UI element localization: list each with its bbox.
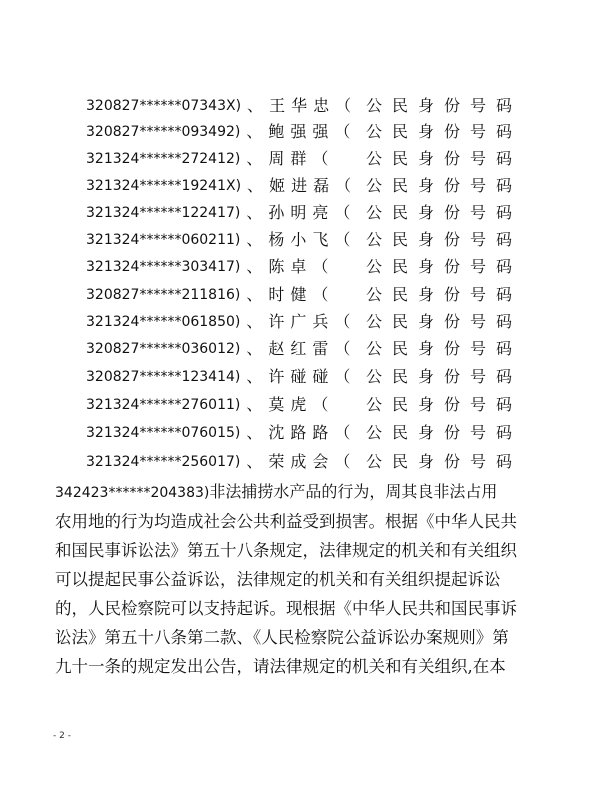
id-number: 321324******076015) <box>86 425 241 441</box>
body-line: 的，人民检察院可以支持起诉。现根据《中华人民共和国民事诉 <box>55 599 517 618</box>
id-number: 320827******093492) <box>86 124 241 140</box>
id-label: 公民身份号码 <box>365 122 522 141</box>
open-paren: （ <box>335 96 352 115</box>
page-number: - 2 - <box>53 731 71 741</box>
id-line <box>86 229 522 251</box>
id-label: 公民身份号码 <box>365 149 522 168</box>
separator: 、 <box>247 96 264 115</box>
open-paren: （ <box>334 122 351 141</box>
id-line <box>86 95 522 117</box>
id-label: 公民身份号码 <box>365 452 522 471</box>
person-name: 许碰碰 <box>268 367 335 386</box>
open-paren: （ <box>312 285 329 304</box>
id-label: 公民身份号码 <box>365 285 522 304</box>
open-paren: （ <box>334 339 351 358</box>
open-paren: （ <box>312 395 329 414</box>
separator: 、 <box>246 149 263 168</box>
person-name: 周群 <box>268 149 313 168</box>
open-paren: （ <box>334 367 351 386</box>
id-number: 321324******060211) <box>86 232 241 248</box>
person-name: 孙明亮 <box>268 203 335 222</box>
id-label: 公民身份号码 <box>365 367 522 386</box>
id-number: 320827******211816) <box>86 287 241 303</box>
open-paren: （ <box>312 257 329 276</box>
id-line <box>86 175 522 197</box>
id-line <box>86 121 522 143</box>
id-line <box>86 394 522 416</box>
id-number: 320827******123414) <box>86 369 241 385</box>
person-name: 姬进磊 <box>269 176 336 195</box>
separator: 、 <box>246 367 263 386</box>
id-number: 321324******272412) <box>86 151 241 167</box>
id-label: 公民身份号码 <box>365 395 522 414</box>
open-paren: （ <box>334 230 351 249</box>
id-line <box>86 284 522 306</box>
open-paren: （ <box>334 203 351 222</box>
id-line <box>86 256 522 278</box>
id-line <box>86 202 522 224</box>
separator: 、 <box>246 285 263 304</box>
id-number: 321324******122417) <box>86 205 241 221</box>
id-number: 321324******061850) <box>86 314 241 330</box>
id-label: 公民身份号码 <box>365 96 522 115</box>
id-number: 320827******07343X) <box>86 98 242 114</box>
id-label: 公民身份号码 <box>365 203 522 222</box>
person-name: 莫虎 <box>268 395 313 414</box>
separator: 、 <box>247 176 264 195</box>
id-line <box>86 338 522 360</box>
body-line: 和国民事诉讼法》第五十八条规定，法律规定的机关和有关组织 <box>55 541 517 560</box>
person-name: 鲍强强 <box>268 122 335 141</box>
separator: 、 <box>246 230 263 249</box>
open-paren: （ <box>334 312 351 331</box>
id-label: 公民身份号码 <box>365 176 522 195</box>
id-number: 321324******19241X) <box>86 178 242 194</box>
separator: 、 <box>246 423 263 442</box>
body-line: 九十一条的规定发出公告，请法律规定的机关和有关组织,在本 <box>55 657 506 676</box>
id-line <box>86 422 522 444</box>
id-label: 公民身份号码 <box>365 230 522 249</box>
open-paren: （ <box>334 452 351 471</box>
id-line <box>86 148 522 170</box>
separator: 、 <box>246 122 263 141</box>
id-number: 321324******256017) <box>86 454 241 470</box>
id-label: 公民身份号码 <box>365 423 522 442</box>
id-label: 公民身份号码 <box>365 312 522 331</box>
id-line-final <box>55 481 518 504</box>
person-name: 王华忠 <box>269 96 336 115</box>
separator: 、 <box>246 312 263 331</box>
person-name: 陈卓 <box>268 257 313 276</box>
separator: 、 <box>246 203 263 222</box>
paragraph-text: 非法捕捞水产品的行为，周其良非法占用 <box>209 482 498 501</box>
id-line <box>86 451 522 473</box>
id-number: 321324******303417) <box>86 259 241 275</box>
body-line: 可以提起民事公益诉讼，法律规定的机关和有关组织提起诉讼 <box>55 570 501 589</box>
body-line: 讼法》第五十八条第二款、《人民检察院公益诉讼办案规则》第 <box>55 628 509 647</box>
id-label: 公民身份号码 <box>365 339 522 358</box>
person-name: 沈路路 <box>268 423 335 442</box>
open-paren: （ <box>335 176 352 195</box>
separator: 、 <box>246 257 263 276</box>
person-name: 杨小飞 <box>268 230 335 249</box>
body-line: 农用地的行为均造成社会公共利益受到损害。根据《中华人民共 <box>55 512 517 531</box>
id-number: 321324******276011) <box>86 397 241 413</box>
id-line <box>86 311 522 333</box>
separator: 、 <box>246 339 263 358</box>
id-line <box>86 366 522 388</box>
person-name: 赵红雷 <box>268 339 335 358</box>
open-paren: （ <box>312 149 329 168</box>
id-number: 342423******204383) <box>55 485 210 501</box>
id-number: 320827******036012) <box>86 341 241 357</box>
person-name: 荣成会 <box>268 452 335 471</box>
person-name: 时健 <box>268 285 313 304</box>
separator: 、 <box>246 452 263 471</box>
id-label: 公民身份号码 <box>365 257 522 276</box>
separator: 、 <box>246 395 263 414</box>
person-name: 许广兵 <box>268 312 335 331</box>
open-paren: （ <box>334 423 351 442</box>
